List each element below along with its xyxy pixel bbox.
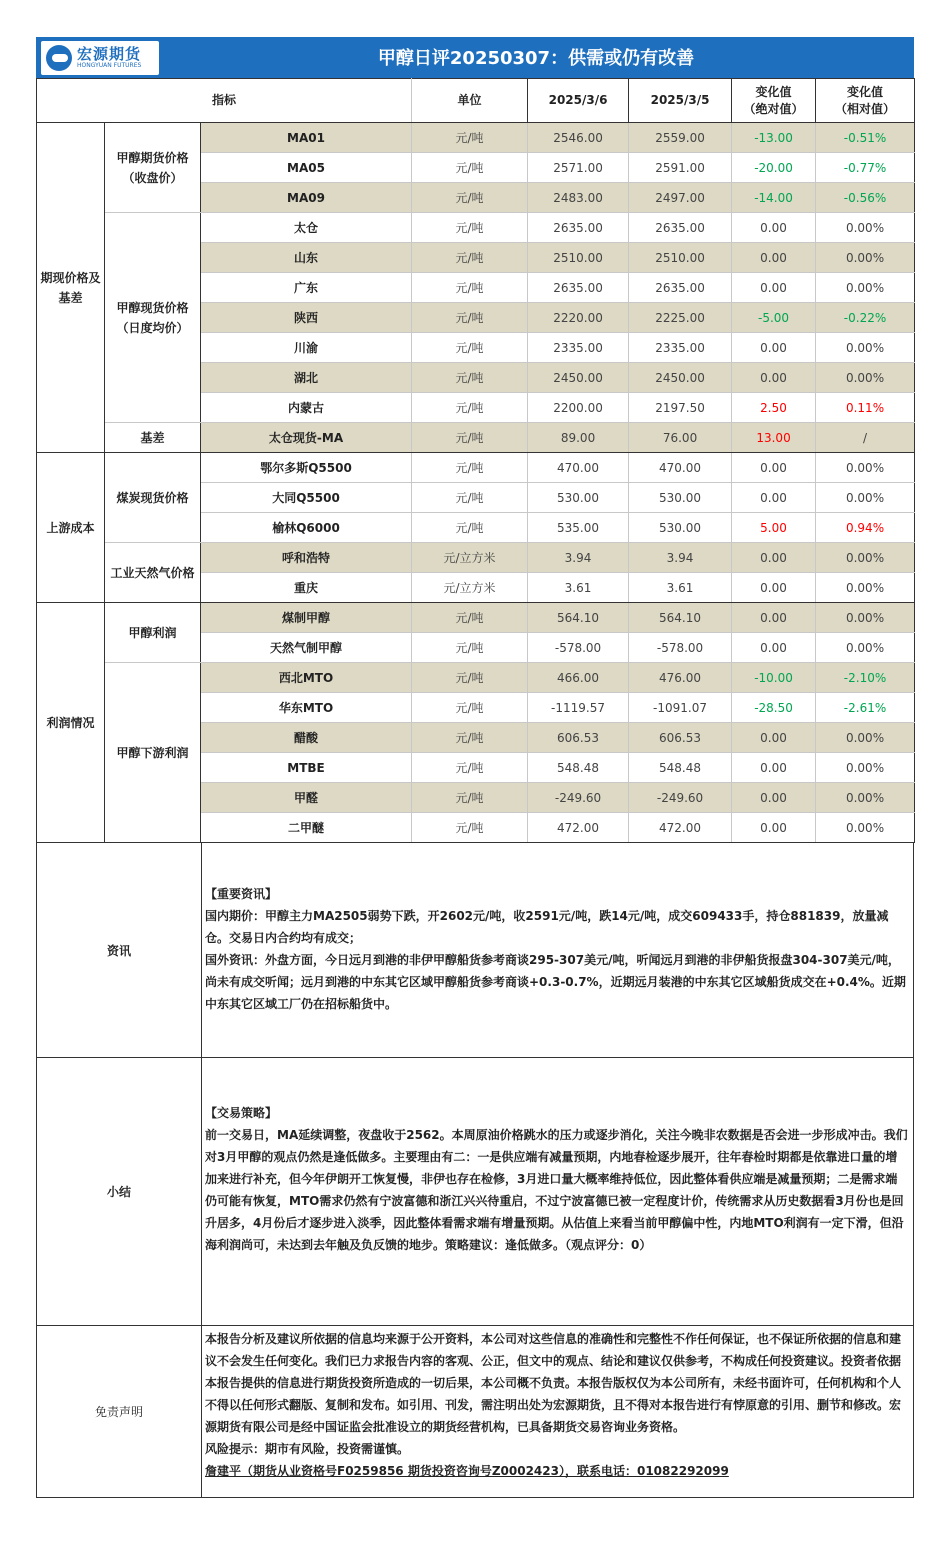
value-date1: 2220.00 [528, 303, 629, 333]
subgroup-label: 工业天然气价格 [105, 543, 201, 603]
indicator-name: 天然气制甲醇 [201, 633, 412, 663]
change-abs: -10.00 [732, 663, 816, 693]
unit-cell: 元/吨 [412, 213, 528, 243]
change-abs: 0.00 [732, 573, 816, 603]
summary-body [205, 1102, 909, 1256]
indicator-name: 山东 [201, 243, 412, 273]
change-rel: 0.00% [816, 723, 915, 753]
value-date2: 2510.00 [629, 243, 732, 273]
indicator-name: 甲醛 [201, 783, 412, 813]
change-rel: 0.00% [816, 363, 915, 393]
unit-cell: 元/立方米 [412, 573, 528, 603]
news-label: 资讯 [37, 843, 202, 1057]
value-date2: 76.00 [629, 423, 732, 453]
indicator-name: MA09 [201, 183, 412, 213]
unit-cell: 元/吨 [412, 813, 528, 843]
change-rel: 0.00% [816, 633, 915, 663]
subgroup-label: 煤炭现货价格 [105, 453, 201, 543]
value-date1: 564.10 [528, 603, 629, 633]
value-date2: 470.00 [629, 453, 732, 483]
value-date2: -1091.07 [629, 693, 732, 723]
logo-name-en: HONGYUAN FUTURES [77, 62, 142, 69]
indicator-name: 二甲醚 [201, 813, 412, 843]
value-date1: 530.00 [528, 483, 629, 513]
unit-cell: 元/吨 [412, 393, 528, 423]
value-date2: 530.00 [629, 513, 732, 543]
unit-cell: 元/吨 [412, 243, 528, 273]
news-body [205, 883, 909, 1015]
change-abs: 13.00 [732, 423, 816, 453]
news-heading: 【重要资讯】 [205, 887, 278, 901]
company-logo [41, 41, 159, 75]
value-date1: 2546.00 [528, 123, 629, 153]
change-rel: -0.56% [816, 183, 915, 213]
news-paragraph-domestic: 国内期价：甲醇主力MA2505弱势下跌，开2602元/吨，收2591元/吨，跌14元/吨，成交609433手，持仓881839，放量减仓。交易日内合约均有成交； [205, 909, 889, 945]
disclaimer-label: 免责声明 [37, 1326, 202, 1497]
value-date1: -1119.57 [528, 693, 629, 723]
value-date2: 3.94 [629, 543, 732, 573]
subgroup-label: 甲醇期货价格（收盘价） [105, 123, 201, 213]
value-date1: 2571.00 [528, 153, 629, 183]
value-date1: 2450.00 [528, 363, 629, 393]
change-abs: 0.00 [732, 753, 816, 783]
indicator-name: 湖北 [201, 363, 412, 393]
header-date2: 2025/3/5 [629, 79, 732, 123]
table-row [37, 663, 915, 693]
logo-name-cn: 宏源期货 [77, 45, 142, 63]
subgroup-label: 甲醇现货价格（日度均价） [105, 213, 201, 423]
indicator-name: 醋酸 [201, 723, 412, 753]
value-date1: 2483.00 [528, 183, 629, 213]
indicator-name: 西北MTO [201, 663, 412, 693]
change-rel: -2.61% [816, 693, 915, 723]
indicator-name: 广东 [201, 273, 412, 303]
header-indicator: 指标 [37, 79, 412, 123]
table-row [37, 423, 915, 453]
news-paragraph-foreign: 国外资讯：外盘方面，今日远月到港的非伊甲醇船货参考商谈295-307美元/吨，听闻远月到港的非伊船货报盘304-307美元/吨，尚未有成交听闻；远月到港的中东其它区域甲醇船货参考商谈+0.3-0.7%，近期远月装港的中东其它区域船货成交在+0.4%。近期中东其它区域工厂仍在招标船货中。 [205, 953, 906, 1011]
change-rel: 0.00% [816, 213, 915, 243]
value-date2: 2335.00 [629, 333, 732, 363]
change-rel: -2.10% [816, 663, 915, 693]
change-abs: 0.00 [732, 633, 816, 663]
value-date2: 2225.00 [629, 303, 732, 333]
value-date1: 472.00 [528, 813, 629, 843]
change-abs: -14.00 [732, 183, 816, 213]
subgroup-label: 甲醇利润 [105, 603, 201, 663]
indicator-name: 内蒙古 [201, 393, 412, 423]
analyst-contact: 詹建平（期货从业资格号F0259856 期货投资咨询号Z0002423），联系电话：01082292099 [205, 1464, 729, 1478]
value-date1: 470.00 [528, 453, 629, 483]
summary-section [36, 1058, 914, 1326]
table-header-row [37, 79, 915, 123]
unit-cell: 元/立方米 [412, 543, 528, 573]
value-date2: 548.48 [629, 753, 732, 783]
unit-cell: 元/吨 [412, 153, 528, 183]
value-date2: -249.60 [629, 783, 732, 813]
change-rel: -0.51% [816, 123, 915, 153]
indicator-name: MA01 [201, 123, 412, 153]
summary-paragraph: 前一交易日，MA延续调整，夜盘收于2562。本周原油价格跳水的压力或逐步消化，关注今晚非农数据是否会进一步形成冲击。我们对3月甲醇的观点仍然是逢低做多。主要理由有二：一是供应端有减量预期，内地春检逐步展开，往年春检时期都是依靠进口量的增加来进行补充，但今年伊朗开工恢复慢，非伊也存在检修，3月进口量大概率维持低位，因此整体看供应端是减量预期；二是需求端仍可能有恢复，MTO需求仍然有宁波富德和浙江兴兴待重启，不过宁波富德已被一定程度计价，传统需求从历史数据看3月份也是回升居多，4月份后才逐步进入淡季，因此整体看需求端有增量预期。从估值上来看当前甲醇偏中性，内地MTO利润有一定下滑，但沿海利润尚可，未达到去年触及负反馈的地步。策略建议：逢低做多。（观点评分：0） [205, 1128, 908, 1252]
value-date2: 2635.00 [629, 213, 732, 243]
value-date1: 89.00 [528, 423, 629, 453]
indicator-name: 太仓 [201, 213, 412, 243]
change-abs: 0.00 [732, 723, 816, 753]
value-date1: 3.61 [528, 573, 629, 603]
group-label: 期现价格及基差 [37, 123, 105, 453]
change-abs: -28.50 [732, 693, 816, 723]
header-change-rel: 变化值 （相对值） [816, 79, 915, 123]
value-date2: 2197.50 [629, 393, 732, 423]
change-abs: 0.00 [732, 273, 816, 303]
header-date1: 2025/3/6 [528, 79, 629, 123]
change-rel: 0.00% [816, 603, 915, 633]
change-rel: 0.00% [816, 243, 915, 273]
disclaimer-body [205, 1328, 909, 1482]
change-abs: -13.00 [732, 123, 816, 153]
change-rel: 0.94% [816, 513, 915, 543]
unit-cell: 元/吨 [412, 423, 528, 453]
change-abs: 5.00 [732, 513, 816, 543]
change-abs: -20.00 [732, 153, 816, 183]
value-date1: 2200.00 [528, 393, 629, 423]
value-date2: -578.00 [629, 633, 732, 663]
value-date1: 548.48 [528, 753, 629, 783]
value-date1: -249.60 [528, 783, 629, 813]
indicator-name: 重庆 [201, 573, 412, 603]
unit-cell: 元/吨 [412, 693, 528, 723]
news-section [36, 843, 914, 1058]
unit-cell: 元/吨 [412, 603, 528, 633]
table-row [37, 213, 915, 243]
report-sheet [36, 37, 914, 1498]
table-row [37, 603, 915, 633]
unit-cell: 元/吨 [412, 453, 528, 483]
unit-cell: 元/吨 [412, 183, 528, 213]
indicator-name: 陕西 [201, 303, 412, 333]
value-date2: 2635.00 [629, 273, 732, 303]
value-date1: 535.00 [528, 513, 629, 543]
group-label: 上游成本 [37, 453, 105, 603]
indicator-name: MTBE [201, 753, 412, 783]
value-date1: 3.94 [528, 543, 629, 573]
table-row [37, 453, 915, 483]
value-date1: 2510.00 [528, 243, 629, 273]
unit-cell: 元/吨 [412, 663, 528, 693]
group-label: 利润情况 [37, 603, 105, 843]
indicator-name: 太仓现货-MA [201, 423, 412, 453]
summary-heading: 【交易策略】 [205, 1106, 278, 1120]
change-rel: 0.00% [816, 333, 915, 363]
change-abs: 2.50 [732, 393, 816, 423]
indicator-name: 川渝 [201, 333, 412, 363]
change-rel: 0.00% [816, 453, 915, 483]
logo-mark-icon [46, 45, 72, 71]
value-date2: 530.00 [629, 483, 732, 513]
change-rel: 0.00% [816, 483, 915, 513]
indicator-name: 大同Q5500 [201, 483, 412, 513]
unit-cell: 元/吨 [412, 723, 528, 753]
change-abs: 0.00 [732, 243, 816, 273]
change-rel: 0.11% [816, 393, 915, 423]
unit-cell: 元/吨 [412, 513, 528, 543]
disclaimer-section [36, 1326, 914, 1498]
unit-cell: 元/吨 [412, 123, 528, 153]
change-abs: 0.00 [732, 813, 816, 843]
change-rel: 0.00% [816, 573, 915, 603]
table-row [37, 543, 915, 573]
change-abs: 0.00 [732, 483, 816, 513]
value-date1: 466.00 [528, 663, 629, 693]
report-title: 甲醇日评20250307：供需或仍有改善 [377, 48, 695, 69]
change-rel: 0.00% [816, 543, 915, 573]
value-date2: 3.61 [629, 573, 732, 603]
value-date1: -578.00 [528, 633, 629, 663]
unit-cell: 元/吨 [412, 633, 528, 663]
title-banner [36, 37, 914, 78]
data-table [36, 78, 915, 843]
change-rel: -0.22% [816, 303, 915, 333]
change-rel: 0.00% [816, 813, 915, 843]
disclaimer-paragraph: 本报告分析及建议所依据的信息均来源于公开资料，本公司对这些信息的准确性和完整性不作任何保证，也不保证所依据的信息和建议不会发生任何变化。我们已力求报告内容的客观、公正，但文中的观点、结论和建议仅供参考，不构成任何投资建议。投资者依据本报告提供的信息进行期货投资所造成的一切后果，本公司概不负责。本报告版权仅为本公司所有，未经书面许可，任何机构和个人不得以任何形式翻版、复制和发布。如引用、刊发，需注明出处为宏源期货，且不得对本报告进行有悖原意的引用、删节和修改。宏源期货有限公司是经中国证监会批准设立的期货经营机构，已具备期货交易咨询业务资格。 [205, 1332, 902, 1434]
unit-cell: 元/吨 [412, 753, 528, 783]
change-abs: 0.00 [732, 453, 816, 483]
value-date1: 2335.00 [528, 333, 629, 363]
value-date2: 606.53 [629, 723, 732, 753]
unit-cell: 元/吨 [412, 333, 528, 363]
subgroup-label: 甲醇下游利润 [105, 663, 201, 843]
risk-warning: 风险提示：期市有风险，投资需谨慎。 [205, 1442, 410, 1456]
change-rel: 0.00% [816, 753, 915, 783]
change-abs: 0.00 [732, 333, 816, 363]
unit-cell: 元/吨 [412, 483, 528, 513]
change-abs: 0.00 [732, 603, 816, 633]
value-date2: 472.00 [629, 813, 732, 843]
value-date1: 2635.00 [528, 213, 629, 243]
value-date1: 606.53 [528, 723, 629, 753]
indicator-name: MA05 [201, 153, 412, 183]
change-abs: 0.00 [732, 363, 816, 393]
indicator-name: 呼和浩特 [201, 543, 412, 573]
change-rel: -0.77% [816, 153, 915, 183]
indicator-name: 煤制甲醇 [201, 603, 412, 633]
unit-cell: 元/吨 [412, 783, 528, 813]
value-date2: 564.10 [629, 603, 732, 633]
value-date2: 2591.00 [629, 153, 732, 183]
value-date1: 2635.00 [528, 273, 629, 303]
indicator-name: 鄂尔多斯Q5500 [201, 453, 412, 483]
unit-cell: 元/吨 [412, 303, 528, 333]
change-abs: -5.00 [732, 303, 816, 333]
subgroup-label: 基差 [105, 423, 201, 453]
change-rel: 0.00% [816, 273, 915, 303]
indicator-name: 华东MTO [201, 693, 412, 723]
value-date2: 476.00 [629, 663, 732, 693]
value-date2: 2559.00 [629, 123, 732, 153]
unit-cell: 元/吨 [412, 273, 528, 303]
value-date2: 2450.00 [629, 363, 732, 393]
table-row [37, 123, 915, 153]
change-rel: / [816, 423, 915, 453]
summary-label: 小结 [37, 1058, 202, 1325]
value-date2: 2497.00 [629, 183, 732, 213]
header-unit: 单位 [412, 79, 528, 123]
header-change-abs: 变化值 （绝对值） [732, 79, 816, 123]
change-abs: 0.00 [732, 543, 816, 573]
unit-cell: 元/吨 [412, 363, 528, 393]
change-abs: 0.00 [732, 213, 816, 243]
change-abs: 0.00 [732, 783, 816, 813]
indicator-name: 榆林Q6000 [201, 513, 412, 543]
change-rel: 0.00% [816, 783, 915, 813]
